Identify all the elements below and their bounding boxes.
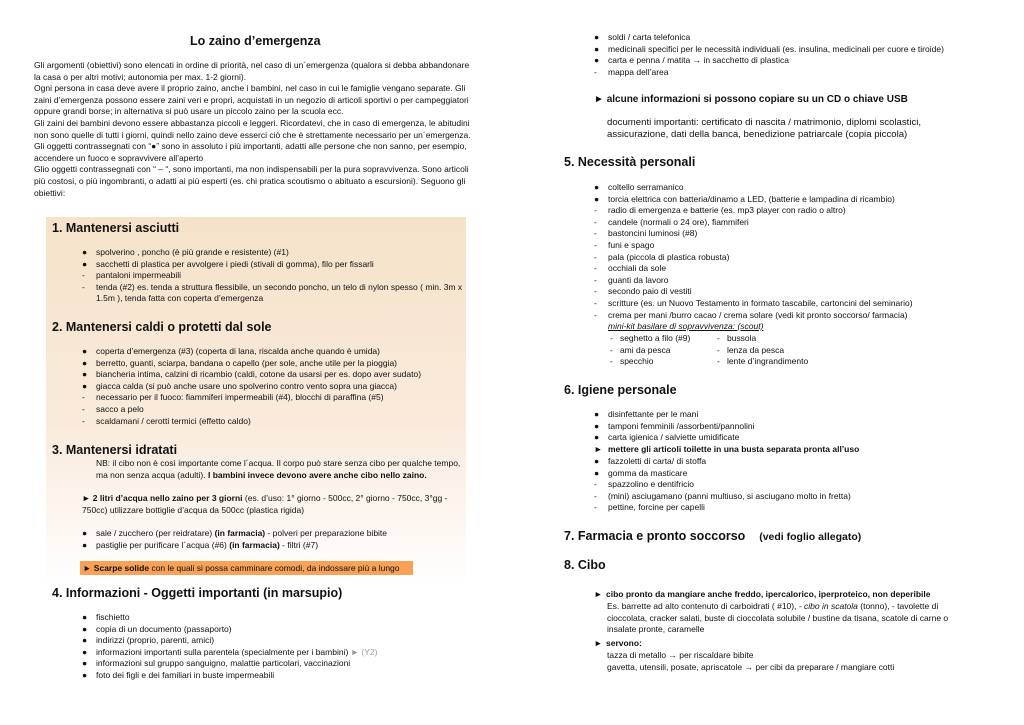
dash-icon: - [594, 297, 597, 308]
kit-item-text: bussola [726, 333, 757, 343]
section-heading-6: 6. Igiene personale [564, 383, 677, 397]
note-text: NB: il cibo non è così importante come l´acqua. Il corpo può stare senza cibo per qualche tempo, ma non senza acqua (adulti). [96, 458, 461, 480]
bullet-icon: ● [594, 55, 600, 66]
dash-icon: - [594, 479, 597, 490]
item-text: fischietto [96, 612, 130, 622]
list-item [82, 658, 472, 670]
item-text: radio di emergenza e batterie (es. mp3 player con radio o altro) [608, 205, 846, 216]
arrow-icon: ► [594, 94, 604, 105]
list-s4-continued [594, 32, 994, 78]
item-text: informazioni importanti sulla parentela (specialmente per i bambini) [96, 646, 349, 657]
food-bold: cibo pronto da mangiare anche freddo, ipercalorico, iperproteico, non deperibile [606, 589, 931, 599]
bullet-icon: ● [594, 420, 600, 431]
bullet-icon: ● [82, 669, 88, 680]
dash-icon: - [82, 415, 85, 426]
section-heading-1: 1. Mantenersi asciutti [52, 221, 180, 235]
item-text: berretto, guanti, sciarpa, bandana o capello (per sole, anche utile per la pioggia) [96, 357, 397, 368]
dash-icon: - [610, 356, 613, 367]
item-text: (mini) asciugamano (panni multiuso, si asciugano molto in fretta) [608, 490, 851, 501]
bullet-icon: ● [594, 32, 600, 42]
arrow-icon: ► [594, 638, 603, 648]
list-item [594, 205, 994, 217]
list-item [82, 647, 472, 659]
arrow-icon: ► [82, 493, 91, 503]
list-item [594, 217, 994, 229]
water-bold: 2 litri d’acqua nello zaino per 3 giorni [92, 493, 243, 503]
list-s6 [594, 409, 994, 444]
section-aside: (vedi foglio allegato) [759, 531, 862, 543]
dash-icon: - [594, 251, 597, 262]
intro-paragraph: Ogni persona in casa deve avere il proprio zaino, anche i bambini, nel caso in cui le famiglie vengano separate. Gli zaini d’emergenza possono essere zaini veri e propri, acquistati in un negozio di articoli sportivi o per campeggiatori oppure grandi borse; in alternativa si può usare un piccolo zaino per la scuola ecc. [34, 83, 469, 117]
dash-icon: - [717, 356, 720, 367]
item-text: spolverino , poncho (è più grande e resistente) (#1) [96, 247, 289, 257]
list-item [594, 194, 994, 206]
kit-item-text: lente d’ingrandimento [726, 356, 809, 367]
bullet-icon: ● [82, 346, 88, 356]
food-callout [594, 589, 994, 601]
section-heading-7 [564, 529, 861, 543]
food-text: (tonno), - tavolette di cioccolata, cracker salati, buste di cioccolata solubile / bustine da tisana, scatole di carne o insalate pronte, caramelle [607, 601, 949, 635]
list-item [82, 416, 467, 428]
dash-icon: - [594, 66, 597, 77]
bullet-icon: ● [82, 357, 88, 368]
item-text: sale / zucchero (per reidratare) [96, 528, 215, 538]
bullet-icon: ● [594, 432, 600, 443]
kit-item-text: lenza da pesca [726, 344, 785, 355]
dash-icon: - [594, 228, 597, 239]
bullet-icon: ● [594, 409, 600, 419]
list-item [594, 468, 994, 480]
section-title: 7. Farmacia e pronto soccorso [564, 529, 746, 543]
list-item [594, 44, 994, 56]
bullet-icon: ● [82, 658, 88, 669]
list-item [82, 346, 467, 358]
arrow-icon: ► [83, 563, 92, 573]
list-item [82, 247, 467, 259]
section-heading-2: 2. Mantenersi caldi o protetti dal sole [52, 320, 272, 334]
dash-icon: - [82, 403, 85, 414]
page-title: Lo zaino d’emergenza [190, 34, 321, 48]
dash-icon: - [594, 239, 597, 250]
list-item [82, 540, 467, 552]
water-rest: (es. d’uso: 1° giorno - 500cc, 2° giorno - 750cc, 3°gg - 750cc) utilizzare bottiglie d’acqua da 500cc (plastica rigida) [82, 493, 448, 515]
item-text: secondo paio di vestiti [608, 286, 692, 297]
item-text: tamponi femminili /assorbenti/pannolini [608, 420, 755, 431]
item-text: pantaloni impermeabili [96, 270, 182, 281]
serve-callout [594, 638, 994, 650]
list-item [82, 259, 467, 271]
item-text: crema per mani /burro cacao / crema solare (vedi kit pronto soccorso/ farmacia) [608, 309, 908, 320]
item-text: informazioni sul gruppo sanguigno, malattie particolari, vaccinazioni [96, 658, 351, 669]
list-item [82, 612, 472, 624]
list-item [594, 456, 994, 468]
item-text: pastiglie per purificare l´acqua (#6) [96, 539, 230, 550]
list-item [594, 298, 994, 310]
list-item [82, 404, 467, 416]
list-item [594, 409, 994, 421]
list-item [594, 491, 994, 503]
list-item [594, 286, 994, 298]
dash-icon: - [594, 216, 597, 227]
bullet-icon: ● [594, 456, 600, 466]
bullet-icon: ● [82, 623, 88, 634]
item-text: occhiali da sole [608, 263, 667, 274]
item-text: torcia elettrica con batteria/dinamo a LED, (batterie e lampadina di ricambio) [608, 193, 895, 204]
dash-icon: - [610, 333, 613, 343]
list-item [82, 528, 467, 540]
intro-paragraph: Gli argomenti (obiettivi) sono elencati in ordine di priorità, nel caso di un´emergenza (qualora si debba abbandonare la casa o per altri motivi; autonomia per max. 1-2 giorni). [34, 60, 470, 82]
item-text: giacca calda (si può anche usare uno spolverino contro vento sopra una giacca) [96, 380, 397, 391]
item-text: pala (piccola di plastica robusta) [608, 251, 730, 262]
list-s2 [82, 346, 467, 427]
y2-reference: ► (Y2) [348, 646, 378, 657]
item-text: carta igienica / salviette umidificate [608, 432, 740, 443]
dash-icon: - [82, 281, 85, 292]
list-item [594, 502, 994, 514]
list-item [82, 670, 472, 682]
section-heading-8: 8. Cibo [564, 558, 606, 572]
bullet-icon: ● [82, 528, 88, 538]
list-item [594, 263, 994, 275]
list-item [82, 270, 467, 282]
item-text: copia di un documento (passaporto) [96, 623, 232, 634]
dash-icon: - [82, 392, 85, 403]
list-item [82, 282, 467, 305]
list-s5 [594, 182, 994, 321]
shoes-bold: Scarpe solide [93, 563, 150, 573]
item-text: fazzoletti di carta/ di stoffa [608, 456, 707, 466]
dash-icon: - [594, 309, 597, 320]
intro-paragraph: Gli zaini dei bambini devono essere abbastanza piccoli e leggeri. Ricordatevi, che in caso di emergenza, le abitudini non sono quelle di tutti i giorni, quindi nello zaino deve esserci ciò che è strettamente necessario per un´emergenza. [34, 117, 471, 140]
kit-item-text: specchio [619, 356, 654, 367]
list-item [594, 432, 994, 444]
dash-icon: - [594, 205, 597, 216]
list-item [594, 228, 994, 240]
food-italic: - cibo in scatola [798, 601, 858, 611]
cd-callout [594, 94, 994, 106]
water-instruction [82, 493, 462, 516]
list-item [594, 55, 994, 67]
item-text: indirizzi (proprio, parenti, amici) [96, 635, 215, 646]
item-text: disinfettante per le mani [608, 409, 699, 419]
intro-paragraph: Gli oggetti contrassegnati con “●” sono in assoluto i più importanti, adatti alle persone che non sanno, per esempio, accendere un fuoco e sopravvivere all’aperto [34, 141, 467, 163]
list-s1 [82, 247, 467, 305]
toilet-bold: mettere gli articoli toilette in una busta separata pronta all’uso [608, 444, 860, 454]
item-text: - filtri (#7) [279, 539, 319, 550]
section-heading-5: 5. Necessità personali [564, 155, 696, 169]
note-bold: I bambini invece devono avere anche cibo nello zaino. [208, 469, 427, 480]
shoes-rest: con le quali si possa camminare comodi, da indossare più a lungo [149, 563, 400, 573]
list-item [594, 67, 994, 79]
item-text: pettine, forcine per capelli [608, 502, 705, 513]
dash-icon: - [594, 263, 597, 274]
bullet-icon: ● [82, 635, 88, 646]
item-text: coltello serramanico [608, 182, 684, 192]
item-text: soldi / carta telefonica [608, 32, 691, 42]
item-text: biancheria intima, calzini di ricambio (caldi, cotone da usarsi per es. dopo aver sudato) [96, 369, 422, 380]
bullet-icon: ● [82, 258, 88, 269]
dash-icon: - [594, 490, 597, 501]
kit-item [717, 333, 867, 345]
kit-item [717, 356, 867, 368]
bullet-icon: ● [594, 182, 600, 192]
serve-list [607, 650, 987, 673]
bullet-icon: ● [82, 646, 88, 657]
item-text: mappa dell’area [608, 66, 669, 77]
cd-detail: documenti importanti: certificato di nascita / matrimonio, diplomi scolastici, assicurazione, dati della banca, benedizione patriarcale (copia piccola) [607, 117, 922, 141]
list-s4 [82, 612, 472, 682]
item-text: gomma da masticare [608, 467, 688, 478]
food-detail [607, 601, 975, 636]
list-item [594, 275, 994, 287]
serve-item: gavetta, utensili, posate, apriscatole → per cibi da preparare / mangiare cotti [607, 661, 895, 672]
bullet-icon: ● [82, 380, 88, 391]
item-text: spazzolino e dentifricio [608, 479, 694, 490]
serve-bold: servono: [606, 638, 642, 648]
bullet-icon: ● [594, 43, 600, 54]
arrow-icon: ► [594, 444, 603, 454]
item-text: funi e spago [608, 239, 655, 250]
dash-icon: - [82, 270, 85, 281]
bullet-icon: ● [594, 467, 600, 478]
section-heading-3: 3. Mantenersi idratati [52, 443, 178, 457]
dash-icon: - [594, 286, 597, 297]
bullet-icon: ● [82, 539, 88, 550]
list-item [82, 624, 472, 636]
list-item [82, 381, 467, 393]
dash-icon: - [594, 502, 597, 513]
list-s3 [82, 528, 467, 551]
dash-icon: - [717, 333, 720, 343]
kit-item-text: ami da pesca [619, 344, 671, 355]
item-text: tenda (#2) es. tenda a struttura flessibile, un secondo poncho, un telo di nylon spesso ( min. 3m x 1.5m ), tenda fatta con coperta d’emergenza [96, 281, 463, 304]
kit-item [717, 345, 867, 357]
list-item [594, 421, 994, 433]
intro-paragraph: Glio oggetti contrassegnati con “ – “, sono importanti, ma non indispensabili per la pura sopravvivenza. Sono articoli più costosi, o più ingombranti, o adatti ai più esperti (es. chi pratica scoutismo o abituato a escursioni). Seguono gli obiettivi: [34, 164, 469, 198]
bullet-icon: ● [82, 247, 88, 257]
list-item [82, 369, 467, 381]
item-bold: (in farmacia) [214, 528, 266, 538]
dash-icon: - [594, 274, 597, 285]
item-text: bastoncini luminosi (#8) [608, 228, 698, 239]
section-heading-4: 4. Informazioni - Oggetti importanti (in marsupio) [52, 586, 343, 600]
item-text: scritture (es. un Nuovo Testamento in formato tascabile, cartoncini del seminario) [608, 297, 913, 308]
list-item [82, 392, 467, 404]
bullet-icon: ● [82, 369, 88, 380]
item-text: foto dei figli e dei familiari in buste impermeabili [96, 669, 275, 680]
item-text: sacco a pelo [96, 403, 144, 414]
cd-bold: alcune informazioni si possono copiare su un CD o chiave USB [606, 94, 908, 105]
intro-text [34, 60, 474, 199]
kit-right-list [717, 333, 867, 368]
item-text: - polveri per preparazione bibite [265, 528, 388, 538]
list-item [594, 252, 994, 264]
serve-item: tazza di metallo → per riscaldare bibite [607, 650, 754, 660]
item-text: guanti da lavoro [608, 274, 669, 285]
kit-item-text: seghetto a filo (#9) [619, 333, 691, 343]
list-item [82, 635, 472, 647]
hydration-note [96, 458, 461, 481]
item-text: sacchetti di plastica per avvolgere i piedi (stivali di gomma), filo per fissarli [96, 258, 374, 269]
item-text: medicinali specifici per le necessità individuali (es. insulina, medicinali per cuore e tiroide) [608, 43, 944, 54]
shoes-callout [80, 561, 413, 575]
list-item [82, 358, 467, 370]
dash-icon: - [610, 344, 613, 355]
toilet-callout [594, 444, 994, 456]
list-item [594, 240, 994, 252]
dash-icon: - [717, 344, 720, 355]
list-item [594, 479, 994, 491]
item-text: candele (normali o 24 ore), fiammiferi [608, 216, 749, 227]
list-item [594, 182, 994, 194]
item-text: scaldamani / cerotti termici (effetto caldo) [96, 415, 251, 426]
item-text: necessario per il fuoco: fiammiferi impermeabili (#4), blocchi di paraffina (#5) [96, 392, 384, 403]
list-item [594, 310, 994, 322]
item-bold: (in farmacia) [229, 539, 280, 550]
item-text: coperta d’emergenza (#3) (coperta di lana, riscalda anche quando è umida) [96, 346, 380, 356]
list-s6-b [594, 456, 994, 514]
food-text: Es. barrette ad alto contenuto di carboidrati ( #10), [607, 601, 799, 611]
bullet-icon: ● [82, 612, 88, 622]
item-text: carta e penna / matita → in sacchetto di plastica [608, 55, 789, 66]
list-item [594, 32, 994, 44]
bullet-icon: ● [594, 193, 600, 204]
arrow-icon: ► [594, 589, 603, 599]
kit-label: mini-kit basilare di sopravvivenza: (scout) [608, 321, 764, 331]
